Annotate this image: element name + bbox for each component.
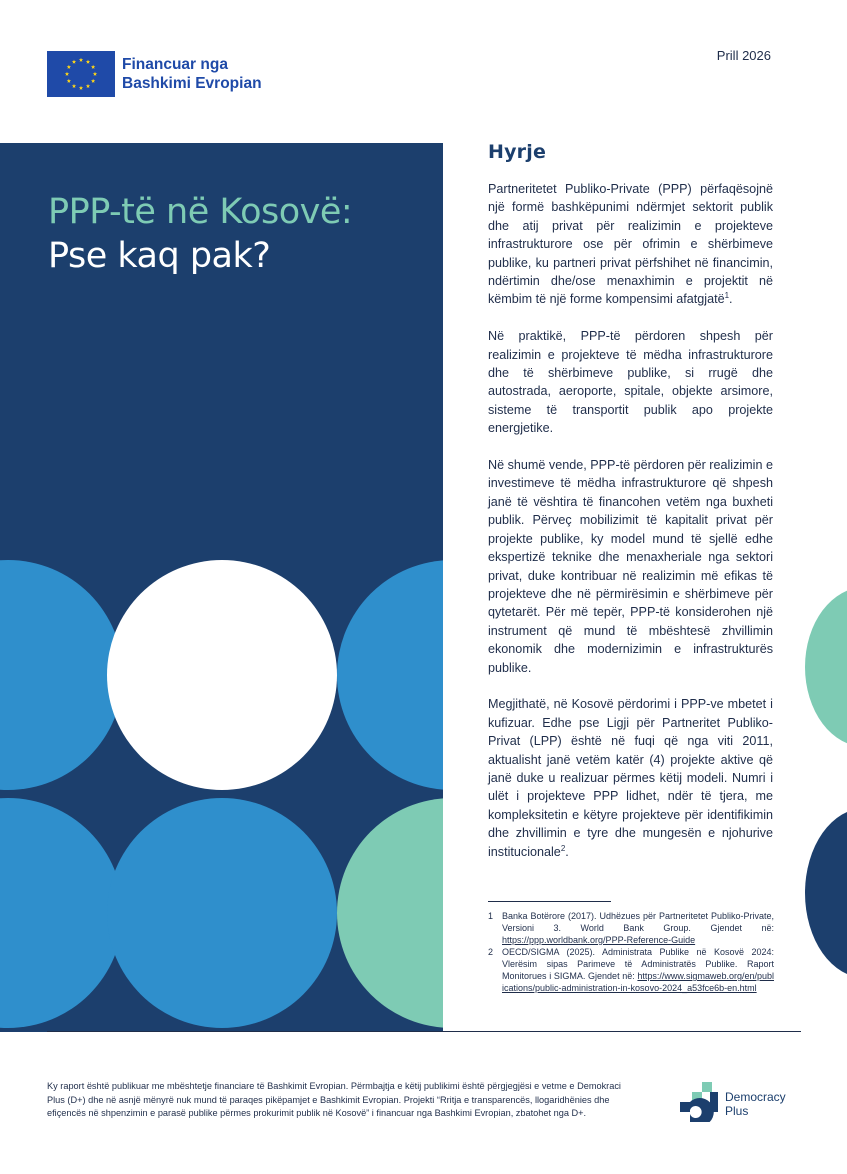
funding-disclaimer: Ky raport është publikuar me mbështetje financiare të Bashkimit Evropian. Përmbajtja e këtij publikimi është përgjegjësi e vetme e Demokraci Plus (D+) dhe në asnjë mënyrë nuk mund të paraqes pikëpamjet e Bashkimit Evropian. Projekti “Rritja e transparencës, llogaridhënies dhe efiçencës në shpenzimin e parasë publike përmes prokurimit publik në Kosovë” i financuar nga Bashkimi Evropian, zbatohet nga D+.	[47, 1081, 621, 1118]
funder-label	[122, 55, 262, 93]
cover-title-line-1: PPP-të në Kosovë:	[48, 192, 353, 232]
eu-stars-icon	[47, 51, 115, 97]
logo-line-1: Democracy	[725, 1090, 786, 1104]
footnote-ref[interactable]: 1	[724, 291, 730, 301]
edge-circle-decoration	[805, 808, 847, 978]
footnote-number: 1	[488, 911, 494, 921]
footnote-link[interactable]: https://ppp.worldbank.org/PPP-Reference-Guide	[502, 935, 696, 945]
eu-flag-logo	[47, 51, 115, 97]
democracy-plus-wordmark	[725, 1090, 786, 1118]
cover-title	[48, 190, 352, 278]
paragraph: Megjithatë, në Kosovë përdorimi i PPP-ve mbetet i kufizuar. Edhe pse Ligji për Partneritet Publiko-Privat (LPP) është në fuqi që nga viti 2011, aktualisht janë vetëm katër (4) projekte aktive që janë duke u realizuar përmes këtij modeli. Numri i ulët i projekteve PPP lidhet, ndër të tjera, me kompleksitetin e këtyre projekteve për identifikimin dhe zhvillimin e tyre dhe mungesën e njohurive institucionale$^2$.	[488, 697, 773, 859]
footnote-number: 2	[488, 947, 494, 957]
paragraph: Partneritetet Publiko-Private (PPP) përfaqësojnë një formë bashkëpunimi ndërmjet sektorit publik dhe atij privat për realizimin e projekteve infrastrukturore ose për ofrimin e shërbimeve publike, ku partneri privat përfshihet në financimin, ndërtimin dhe/ose menaxhimin e projektit në këmbim të një forme kompensimi afatgjatë$^1$.	[488, 182, 773, 307]
paragraph: Në praktikë, PPP-të përdoren shpesh për realizimin e projekteve të mëdha infrastrukturore dhe të shërbimeve publike, si rrugë dhe autostrada, aeroporte, spitale, objekte arsimore, sisteme të transportit publik apo projekte energjetike.	[488, 329, 773, 436]
logo-line-2: Plus	[725, 1104, 749, 1118]
footnote-divider	[488, 901, 611, 902]
footnote-link[interactable]: https://www.sigmaweb.org/en/publications/public-administration-in-kosovo-2024_a53fce6b-en.html	[502, 971, 774, 993]
section-heading: Hyrje	[488, 141, 547, 163]
paragraph: Në shumë vende, PPP-të përdoren për realizimin e investimeve të mëdha infrastrukturore që shpesh janë të vështira të financohen vetëm nga buxheti publik. Përveç mobilizimit të kapitalit privat për projekte publike, ky model mund të sjellë edhe ekspertizë teknike dhe menaxheriale nga sektori privat, duke kontribuar në realizimin më efikas të projekteve dhe në përmirësimin e shërbimeve për qytetarët. Për më tepër, PPP-të konsiderohen një instrument që mund të mbështesë zhvillimin ekonomik dhe modernizimin e infrastrukturës publike.	[488, 458, 773, 675]
section-body	[488, 180, 773, 879]
circle-decoration	[0, 798, 123, 1028]
cover-title-line-2: Pse kaq pak?	[48, 236, 271, 276]
circle-decoration	[0, 560, 123, 790]
circle-decoration	[337, 560, 443, 790]
publication-date: Prill 2026	[716, 48, 771, 63]
circle-decoration	[107, 798, 337, 1028]
footnote-item	[488, 910, 774, 946]
funder-line-1: Financuar nga	[122, 56, 228, 73]
footnote-item	[488, 946, 774, 994]
democracy-plus-logo-icon	[680, 1082, 720, 1122]
footnotes	[488, 910, 774, 994]
circle-decoration	[107, 560, 337, 790]
circle-decoration	[337, 798, 443, 1028]
footer-divider	[47, 1031, 801, 1032]
edge-circle-decoration	[805, 587, 847, 747]
funder-line-2: Bashkimi Evropian	[122, 75, 262, 92]
footnote-text: OECD/SIGMA (2025). Administrata Publike në Kosovë 2024: Vlerësim sipas Parimeve të Administratës Publike. Raport Monitorues i SIGMA. Gjendet në: https://www.sigmaweb.org/en/publications/public-administration-in-kosovo-2024_a53fce6b-en.html	[502, 947, 774, 993]
footnote-ref[interactable]: 2	[560, 843, 566, 853]
footnote-text: Banka Botërore (2017). Udhëzues për Partneritetet Publiko-Private, Versioni 3. World Bank Group. Gjendet në: https://ppp.worldbank.org/PPP-Reference-Guide	[502, 911, 774, 945]
